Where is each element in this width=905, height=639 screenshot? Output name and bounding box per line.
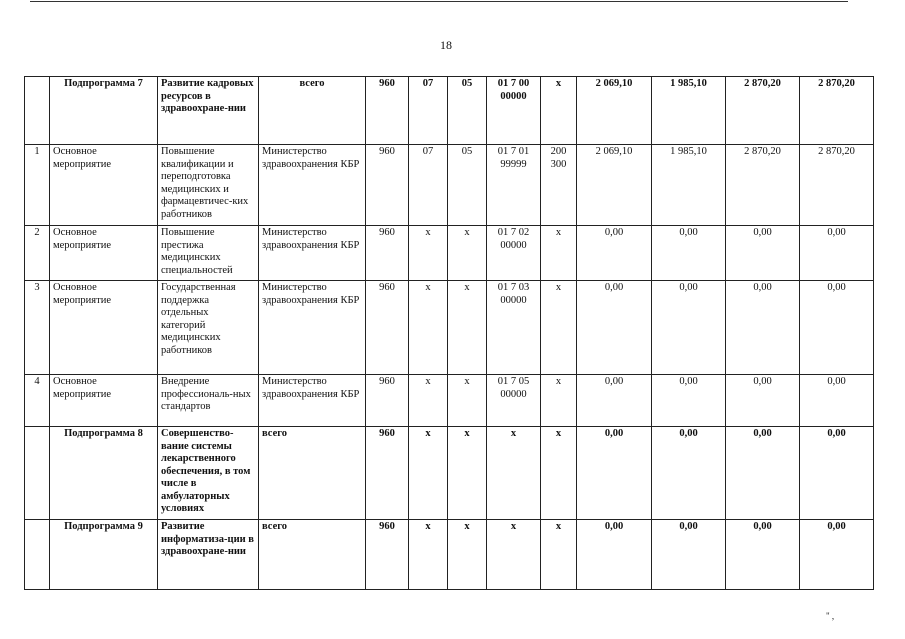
amount-3: 0,00 [726, 375, 800, 427]
csr-code: 01 7 01 99999 [487, 145, 541, 226]
amount-1: 0,00 [577, 520, 652, 590]
amount-1: 0,00 [577, 427, 652, 520]
page-number: 18 [440, 38, 452, 52]
table-row [25, 375, 874, 427]
rz-code: х [409, 226, 448, 281]
program-type: Основное мероприятие [50, 226, 158, 281]
csr-code: 01 7 00 00000 [487, 77, 541, 145]
row-number [25, 77, 50, 145]
amount-2: 0,00 [652, 520, 726, 590]
table-row [25, 77, 874, 145]
amount-3: 2 870,20 [726, 145, 800, 226]
budget-table [24, 76, 874, 590]
grbs-code: 960 [366, 145, 409, 226]
row-number [25, 427, 50, 520]
program-name: Повышение квалификации и переподготовка медицинских и фармацевтичес-ких работников [158, 145, 259, 226]
amount-3: 0,00 [726, 520, 800, 590]
footer-marks: " , [826, 611, 835, 621]
amount-4: 2 870,20 [800, 77, 874, 145]
executor: всего [259, 77, 366, 145]
program-type: Основное мероприятие [50, 375, 158, 427]
program-name: Совершенство-вание системы лекарственного обеспечения, в том числе в амбулаторных условиях [158, 427, 259, 520]
amount-2: 0,00 [652, 226, 726, 281]
vr-code: 200 300 [541, 145, 577, 226]
executor: всего [259, 427, 366, 520]
rz-code: х [409, 427, 448, 520]
amount-2: 1 985,10 [652, 145, 726, 226]
grbs-code: 960 [366, 520, 409, 590]
amount-1: 2 069,10 [577, 77, 652, 145]
executor: Министерство здравоохранения КБР [259, 375, 366, 427]
executor: всего [259, 520, 366, 590]
table-row [25, 427, 874, 520]
table-row [25, 145, 874, 226]
csr-code: 01 7 05 00000 [487, 375, 541, 427]
grbs-code: 960 [366, 226, 409, 281]
pr-code: х [448, 226, 487, 281]
grbs-code: 960 [366, 427, 409, 520]
pr-code: 05 [448, 77, 487, 145]
amount-1: 0,00 [577, 281, 652, 375]
vr-code: х [541, 375, 577, 427]
amount-3: 2 870,20 [726, 77, 800, 145]
amount-3: 0,00 [726, 427, 800, 520]
amount-4: 0,00 [800, 375, 874, 427]
pr-code: 05 [448, 145, 487, 226]
table-row [25, 520, 874, 590]
csr-code: х [487, 427, 541, 520]
row-number: 2 [25, 226, 50, 281]
amount-3: 0,00 [726, 226, 800, 281]
amount-4: 2 870,20 [800, 145, 874, 226]
grbs-code: 960 [366, 281, 409, 375]
amount-1: 2 069,10 [577, 145, 652, 226]
csr-code: х [487, 520, 541, 590]
rz-code: х [409, 375, 448, 427]
amount-2: 0,00 [652, 427, 726, 520]
row-number: 4 [25, 375, 50, 427]
row-number [25, 520, 50, 590]
program-type: Подпрограмма 8 [50, 427, 158, 520]
rz-code: 07 [409, 145, 448, 226]
amount-2: 1 985,10 [652, 77, 726, 145]
pr-code: х [448, 427, 487, 520]
amount-2: 0,00 [652, 375, 726, 427]
program-name: Внедрение профессиональ-ных стандартов [158, 375, 259, 427]
program-name: Развитие кадровых ресурсов в здравоохране-нии [158, 77, 259, 145]
rz-code: х [409, 520, 448, 590]
pr-code: х [448, 375, 487, 427]
vr-code: х [541, 427, 577, 520]
vr-code: х [541, 281, 577, 375]
executor: Министерство здравоохранения КБР [259, 281, 366, 375]
amount-4: 0,00 [800, 226, 874, 281]
executor: Министерство здравоохранения КБР [259, 145, 366, 226]
pr-code: х [448, 281, 487, 375]
program-type: Подпрограмма 9 [50, 520, 158, 590]
amount-4: 0,00 [800, 281, 874, 375]
amount-1: 0,00 [577, 375, 652, 427]
program-name: Повышение престижа медицинских специальностей [158, 226, 259, 281]
row-number: 1 [25, 145, 50, 226]
row-number: 3 [25, 281, 50, 375]
vr-code: х [541, 77, 577, 145]
amount-2: 0,00 [652, 281, 726, 375]
csr-code: 01 7 02 00000 [487, 226, 541, 281]
executor: Министерство здравоохранения КБР [259, 226, 366, 281]
grbs-code: 960 [366, 77, 409, 145]
program-type: Подпрограмма 7 [50, 77, 158, 145]
amount-1: 0,00 [577, 226, 652, 281]
amount-3: 0,00 [726, 281, 800, 375]
program-type: Основное мероприятие [50, 281, 158, 375]
grbs-code: 960 [366, 375, 409, 427]
rz-code: х [409, 281, 448, 375]
amount-4: 0,00 [800, 427, 874, 520]
vr-code: х [541, 520, 577, 590]
program-name: Государственная поддержка отдельных категорий медицинских работников [158, 281, 259, 375]
rz-code: 07 [409, 77, 448, 145]
program-name: Развитие информатиза-ции в здравоохране-нии [158, 520, 259, 590]
table-row [25, 281, 874, 375]
program-type: Основное мероприятие [50, 145, 158, 226]
table-row [25, 226, 874, 281]
vr-code: х [541, 226, 577, 281]
top-rule [30, 1, 848, 2]
amount-4: 0,00 [800, 520, 874, 590]
csr-code: 01 7 03 00000 [487, 281, 541, 375]
pr-code: х [448, 520, 487, 590]
